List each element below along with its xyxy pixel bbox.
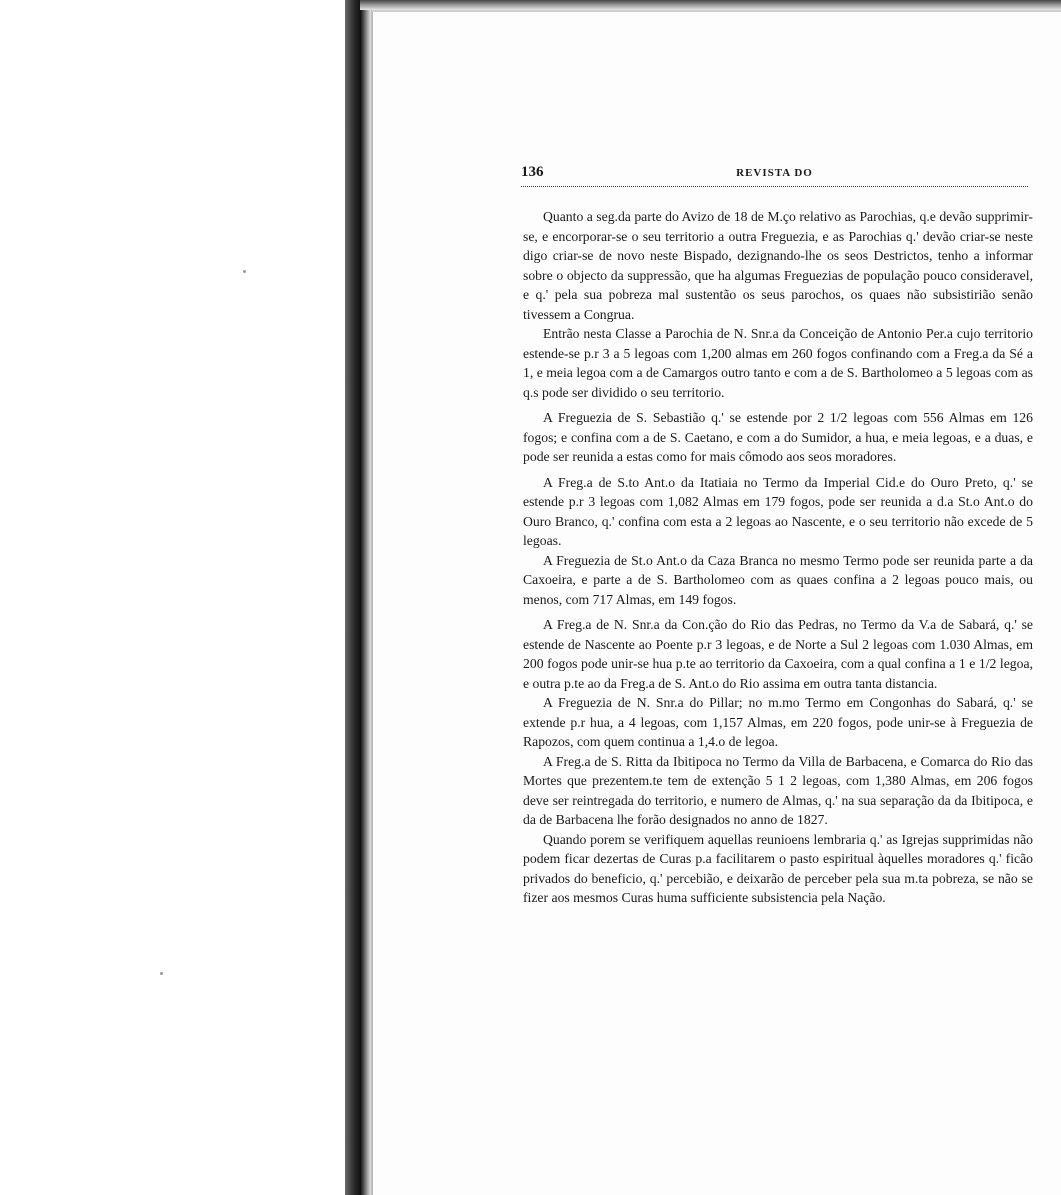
left-page-blank bbox=[0, 0, 345, 1195]
paragraph: A Freg.a de S. Ritta da Ibitipoca no Termo da Villa de Barbacena, e Comarca do Rio das Mortes que prezentem.te tem de extenção 5 1 2 legoas, com 1,380 Almas, em 206 fogos deve ser reintregada do territorio, e numero de Almas, q.' na sua separação da da Ibitipoca, e da de Barbacena lhe forão designados no anno de 1827. bbox=[523, 753, 1033, 827]
paragraph: A Freg.a de S.to Ant.o da Itatiaia no Termo da Imperial Cid.e do Ouro Preto, q.' se estende p.r 3 legoas com 1,082 Almas em 179 fogos, pode ser reunida a d.a St.o Ant.o do Ouro Branco, q.' confina com esta a 2 legoas ao Nascente, e o seu territorio não excede de 5 legoas. bbox=[523, 474, 1033, 548]
page-header bbox=[521, 164, 1028, 188]
page-number: 136 bbox=[521, 164, 544, 180]
paragraph: A Freguezia de S. Sebastião q.' se estende por 2 1/2 legoas com 556 Almas em 126 fogos; e confina com a de S. Caetano, e com a do Sumidor, a hua, e meia legoas, e a duas, e pode ser reunida a estas como for mais cômodo aos seos moradores. bbox=[523, 410, 1033, 464]
paper-speck bbox=[160, 972, 163, 975]
paragraph: Quando porem se verifiquem aquellas reunioens lembraria q.' as Igrejas supprimidas não podem ficar dezertas de Curas p.a facilitarem o pasto espiritual àquelles moradores q.' ficão privados do beneficio, q.' percebião, e deixarão de perceber pela sua m.ta pobreza, se não se fizer aos mesmos Curas huma sufficiente subsistencia pela Nação. bbox=[523, 831, 1033, 905]
running-head: REVISTA DO bbox=[736, 167, 813, 179]
paragraph: Quanto a seg.da parte do Avizo de 18 de M.ço relativo as Parochias, q.e devão supprimir-se, e encorporar-se o seu territorio a outra Freguezia, e as Parochias q.' devão criar-se neste digo criar-se de novo neste Bispado, dezignando-lhe os seos Destrictos, tenho a informar sobre o objecto da suppressão, que ha algumas Freguezias de população pouco consideravel, e q.' pela sua pobreza mal sustentão os seus parochos, os quaes não subsistirião senão tivessem a Congrua. bbox=[523, 209, 1033, 322]
paragraph: A Freg.a de N. Snr.a da Con.ção do Rio das Pedras, no Termo da V.a de Sabará, q.' se estende de Nascente ao Poente p.r 3 legoas, e de Norte a Sul 2 legoas com 1.030 Almas, em 200 fogos pode unir-se hua p.te ao territorio da Caxoeira, com a qual confina a 1 e 1/2 legoa, e outra p.te ao da Freg.a de S. Ant.o do Rio assima em outra tanta distancia. bbox=[523, 617, 1033, 691]
header-rule bbox=[521, 186, 1028, 187]
book-gutter bbox=[345, 0, 371, 1195]
page-body bbox=[523, 207, 1033, 908]
paragraph: A Freguezia de St.o Ant.o da Caza Branca no mesmo Termo pode ser reunida parte a da Caxoeira, e parte a de S. Bartholomeo com as quaes confina a 2 legoas pouco mais, ou menos, com 717 Almas, em 149 fogos. bbox=[523, 552, 1033, 607]
paper-speck bbox=[243, 270, 246, 273]
paragraph: Entrão nesta Classe a Parochia de N. Snr.a da Conceição de Antonio Per.a cujo territorio estende-se p.r 3 a 5 legoas com 1,200 almas em 260 fogos confinando com a Freg.a da Sé a 1, e meia legoa com a de Camargos outro tanto e com a de S. Bartholomeo a 5 legoas com as q.s pode ser dividido o seu territorio. bbox=[523, 326, 1033, 400]
paragraph: A Freguezia de N. Snr.a do Pillar; no m.mo Termo em Congonhas do Sabará, q.' se extende p.r hua, a 4 legoas, com 1,157 Almas, em 220 fogos, pode unir-se à Freguezia de Rapozos, com quem continua a 1,4.o de legoa. bbox=[523, 695, 1033, 749]
page-top-edge bbox=[360, 0, 1061, 10]
